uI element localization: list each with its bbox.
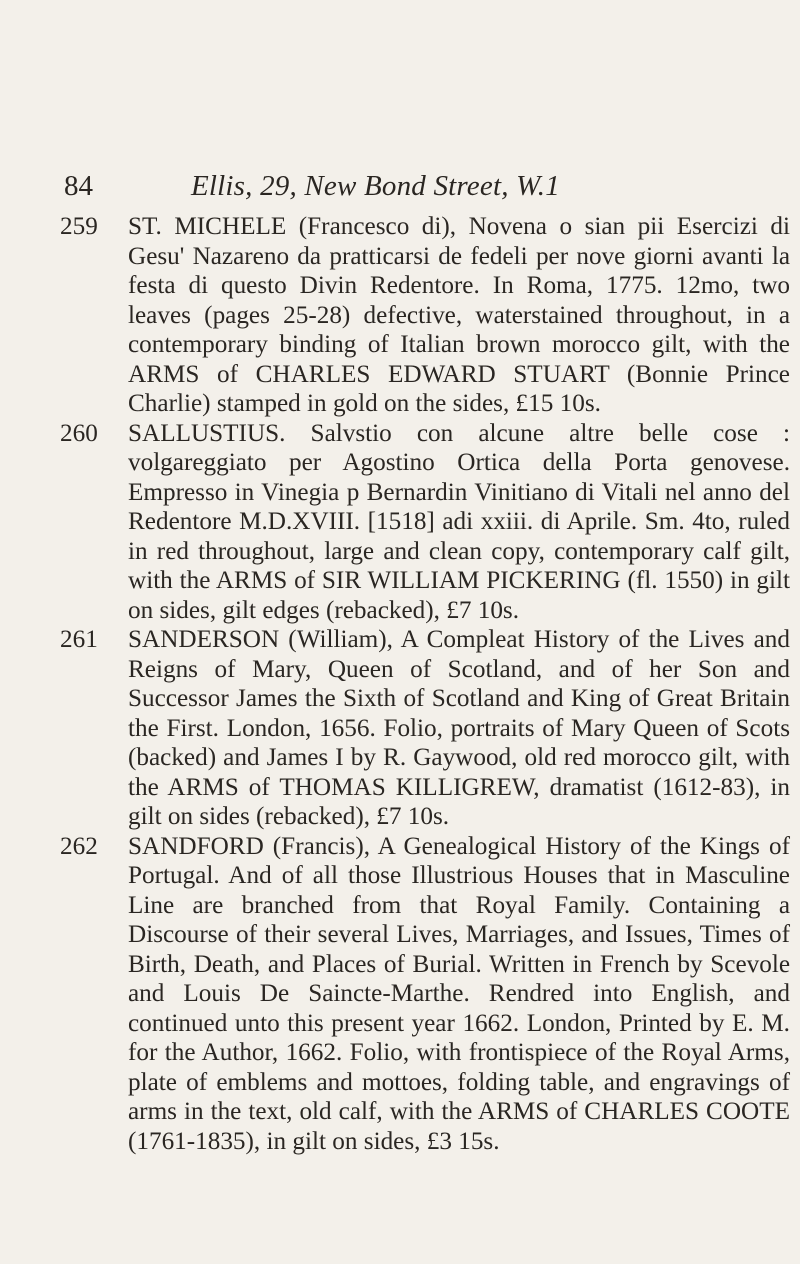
lot-title: ST. MICHELE (Francesco di), Novena o sian pii Esercizi di Gesu' Nazareno da pratticarsi de fedeli per nove giorni avanti la festa di questo Divin Redentore.: [128, 213, 790, 299]
lot-price: £7 10s.: [376, 803, 450, 830]
lot-number: 259: [60, 213, 98, 240]
lot-entry: [60, 212, 790, 419]
lot-description: London, Printed by E. M. for the Author, 1662. Folio, with frontispiece of the Royal Arms, plate of emblems and mottoes, folding table, and engravings of arms in the text, old calf, with the ARMS of CHARLES COOTE (1761-1835), in gilt on sides,: [128, 1009, 790, 1155]
lot-entry: [60, 419, 790, 626]
lot-entry: [60, 625, 790, 832]
lot-number: 260: [60, 419, 98, 447]
lot-text: [128, 625, 790, 832]
lot-description: London, 1656. Folio, portraits of Mary Queen of Scots (backed) and James I by R. Gaywood, old red morocco gilt, with the ARMS of THOMAS KILLIGREW, dramatist (1612-83), in gilt on sides (rebacked),: [128, 714, 791, 830]
lot-price: £3 15s.: [426, 1127, 500, 1155]
lot-title: SALLUSTIUS. Salvstio con alcune altre belle cose : volgareggiato per Agostino Ortica della Porta genovese.: [128, 419, 790, 476]
lot-text: [128, 419, 790, 626]
lot-price: £7 10s.: [446, 596, 520, 624]
lot-number: 262: [60, 832, 98, 860]
lot-entry: [60, 832, 790, 1157]
lot-text: [128, 212, 790, 419]
lot-description: In Roma, 1775. 12mo, two leaves (pages 25-28) defective, waterstained throughout, in a contemporary binding of Italian brown morocco gilt, with the ARMS of CHARLES EDWARD STUART (Bonnie Prince Charlie) stamped in gold on the sides,: [128, 272, 791, 417]
lot-description: Empresso in Vinegia p Bernardin Vinitiano di Vitali nel anno del Redentore M.D.XVIII. [1518] adi xxiii. di Aprile. Sm. 4to, ruled in red throughout, large and clean copy, contemporary calf gilt, with the ARMS of SIR WILLIAM PICKERING (fl. 1550) in gilt on sides, gilt edges (rebacked),: [128, 478, 790, 624]
running-head: Ellis, 29, New Bond Street, W.1: [191, 170, 560, 202]
lot-list: [60, 212, 790, 1156]
lot-title: SANDERSON (William), A Compleat History of the Lives and Reigns of Mary, Queen of Scotland, and of her Son and Successor James the Sixth of Scotland and King of Great Britain the First.: [128, 626, 790, 742]
page-header: [64, 166, 760, 206]
lot-title: SANDFORD (Francis), A Genealogical History of the Kings of Portugal. And of all those Illustrious Houses that in Masculine Line are branched from that Royal Family. Containing a Discourse of their several Lives, Marriages, and Issues, Times of Birth, Death, and Places of Burial. Written in French by Scevole and Louis De Saincte-Marthe. Rendred into English, and continued unto this present year 1662.: [128, 832, 790, 1037]
lot-price: £15 10s.: [515, 390, 601, 417]
lot-text: [128, 832, 790, 1157]
lot-number: 261: [60, 626, 98, 653]
page-number: 84: [64, 170, 93, 202]
